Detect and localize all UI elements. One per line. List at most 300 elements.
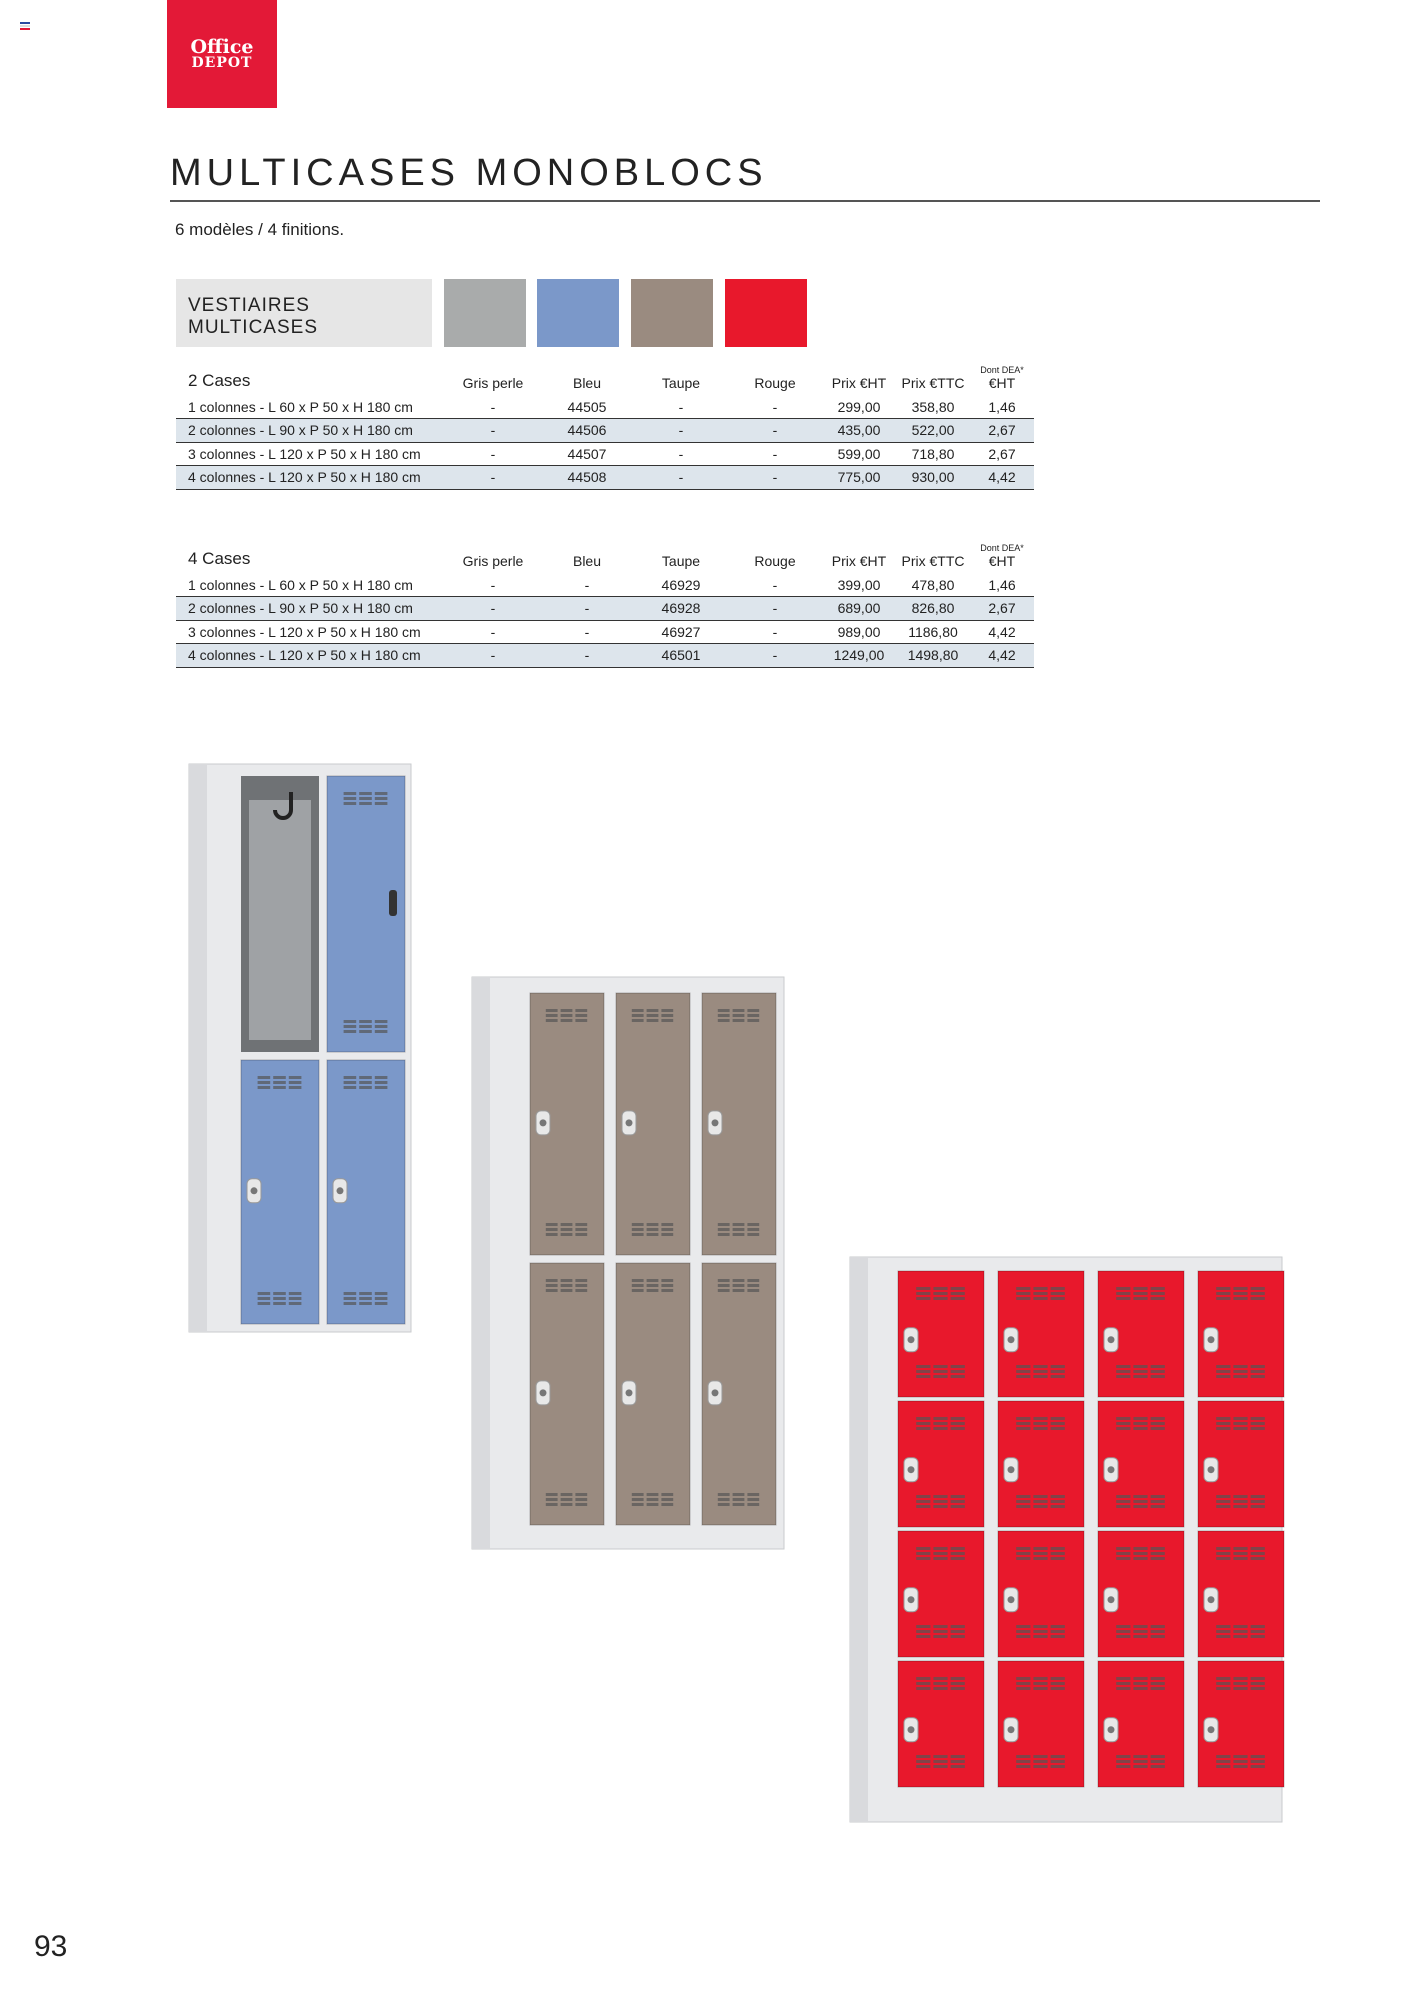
vent-slot	[1133, 1755, 1147, 1758]
vent-slot	[1233, 1375, 1247, 1378]
lock-keyhole	[337, 1187, 344, 1194]
row-taupe: -	[634, 466, 728, 490]
vent-slot	[375, 1086, 388, 1089]
vent-slot	[951, 1547, 965, 1550]
row-rouge: -	[728, 419, 822, 443]
vent-slot	[289, 1302, 302, 1305]
vent-slot	[1116, 1547, 1130, 1550]
vent-slot	[933, 1625, 947, 1628]
vent-slot	[1116, 1422, 1130, 1425]
lock-keyhole	[1108, 1466, 1115, 1473]
lock-keyhole	[1208, 1466, 1215, 1473]
vent-slot	[1133, 1687, 1147, 1690]
locker-blue-2-cases-image	[185, 760, 415, 1340]
row-dea: 1,46	[970, 573, 1034, 597]
vent-slot	[561, 1498, 573, 1501]
vent-slot	[1051, 1557, 1065, 1560]
row-taupe: -	[634, 442, 728, 466]
vent-slot	[747, 1009, 759, 1012]
vent-slot	[1216, 1755, 1230, 1758]
vent-slot	[661, 1019, 673, 1022]
row-ttc: 478,80	[896, 573, 970, 597]
vent-slot	[661, 1289, 673, 1292]
vent-slot	[1133, 1287, 1147, 1290]
vent-slot	[1216, 1552, 1230, 1555]
lock-keyhole	[712, 1389, 719, 1396]
vent-slot	[1051, 1297, 1065, 1300]
vent-slot	[718, 1498, 730, 1501]
vent-slot	[951, 1297, 965, 1300]
vent-slot	[1133, 1547, 1147, 1550]
vent-slot	[747, 1014, 759, 1017]
vent-slot	[933, 1370, 947, 1373]
row-desc: 3 colonnes - L 120 x P 50 x H 180 cm	[176, 620, 446, 644]
vent-slot	[916, 1755, 930, 1758]
vent-slot	[1233, 1765, 1247, 1768]
vent-slot	[951, 1287, 965, 1290]
vent-slot	[289, 1297, 302, 1300]
vent-slot	[647, 1279, 659, 1282]
vent-slot	[1033, 1422, 1047, 1425]
lock-keyhole	[1008, 1336, 1015, 1343]
vent-slot	[1051, 1417, 1065, 1420]
vent-slot	[661, 1493, 673, 1496]
vent-slot	[951, 1557, 965, 1560]
vent-slot	[916, 1287, 930, 1290]
vent-slot	[733, 1019, 745, 1022]
vent-slot	[1251, 1552, 1265, 1555]
vent-slot	[1116, 1292, 1130, 1295]
row-ttc: 358,80	[896, 395, 970, 419]
vent-slot	[359, 1076, 372, 1079]
vent-slot	[933, 1552, 947, 1555]
vent-slot	[916, 1677, 930, 1680]
vent-slot	[561, 1009, 573, 1012]
row-gris: -	[446, 395, 540, 419]
vent-slot	[1016, 1292, 1030, 1295]
category-line2: MULTICASES	[188, 317, 319, 338]
vent-slot	[733, 1503, 745, 1506]
lock-keyhole	[1008, 1466, 1015, 1473]
row-taupe: 46928	[634, 597, 728, 621]
vent-slot	[1251, 1427, 1265, 1430]
vent-slot	[733, 1289, 745, 1292]
vent-slot	[632, 1228, 644, 1231]
vent-slot	[916, 1552, 930, 1555]
row-ht: 989,00	[822, 620, 896, 644]
row-ttc: 522,00	[896, 419, 970, 443]
vent-slot	[1033, 1505, 1047, 1508]
vent-slot	[1051, 1505, 1065, 1508]
vent-slot	[661, 1228, 673, 1231]
vent-slot	[1151, 1422, 1165, 1425]
vent-slot	[1116, 1297, 1130, 1300]
vent-slot	[1133, 1552, 1147, 1555]
vent-slot	[1051, 1370, 1065, 1373]
vent-slot	[561, 1279, 573, 1282]
vent-slot	[1251, 1505, 1265, 1508]
vent-slot	[647, 1014, 659, 1017]
row-gris: -	[446, 573, 540, 597]
vent-slot	[647, 1019, 659, 1022]
vent-slot	[718, 1493, 730, 1496]
vent-slot	[1116, 1370, 1130, 1373]
vent-slot	[916, 1375, 930, 1378]
vent-slot	[359, 1081, 372, 1084]
vent-slot	[1151, 1557, 1165, 1560]
vent-slot	[1051, 1427, 1065, 1430]
row-taupe: -	[634, 395, 728, 419]
vent-slot	[1016, 1687, 1030, 1690]
row-ht: 399,00	[822, 573, 896, 597]
vent-slot	[561, 1228, 573, 1231]
vent-slot	[951, 1687, 965, 1690]
vent-slot	[1251, 1635, 1265, 1638]
vent-slot	[273, 1086, 286, 1089]
col-dea-bottom: €HT	[988, 553, 1016, 569]
vent-slot	[1116, 1427, 1130, 1430]
vent-slot	[1251, 1422, 1265, 1425]
vent-slot	[1133, 1375, 1147, 1378]
vent-slot	[561, 1223, 573, 1226]
vent-slot	[647, 1284, 659, 1287]
locker-side	[472, 977, 490, 1549]
row-desc: 3 colonnes - L 120 x P 50 x H 180 cm	[176, 442, 446, 466]
vent-slot	[1233, 1292, 1247, 1295]
vent-slot	[561, 1233, 573, 1236]
row-ttc: 1498,80	[896, 644, 970, 668]
vent-slot	[1133, 1760, 1147, 1763]
vent-slot	[1233, 1760, 1247, 1763]
vent-slot	[647, 1233, 659, 1236]
vent-slot	[916, 1625, 930, 1628]
vent-slot	[1016, 1495, 1030, 1498]
vent-slot	[1116, 1760, 1130, 1763]
vent-slot	[344, 1292, 357, 1295]
lock-keyhole	[908, 1336, 915, 1343]
vent-slot	[661, 1284, 673, 1287]
vent-slot	[747, 1503, 759, 1506]
vent-slot	[561, 1019, 573, 1022]
vent-slot	[933, 1287, 947, 1290]
vent-slot	[647, 1009, 659, 1012]
swatch-gris-perle	[444, 279, 526, 347]
lock-keyhole	[908, 1726, 915, 1733]
vent-slot	[916, 1427, 930, 1430]
col-prix-ht: Prix €HT	[831, 553, 887, 569]
vent-slot	[718, 1289, 730, 1292]
locker-red-4-cases-image	[848, 1255, 1308, 1830]
vent-slot	[733, 1279, 745, 1282]
vent-slot	[1151, 1677, 1165, 1680]
table-row	[176, 620, 1034, 644]
vent-slot	[359, 1302, 372, 1305]
vent-slot	[951, 1677, 965, 1680]
vent-slot	[933, 1365, 947, 1368]
vent-slot	[1133, 1625, 1147, 1628]
row-bleu: -	[540, 644, 634, 668]
vent-slot	[1233, 1370, 1247, 1373]
vent-slot	[344, 1302, 357, 1305]
vent-slot	[273, 1076, 286, 1079]
vent-slot	[951, 1760, 965, 1763]
vent-slot	[1116, 1687, 1130, 1690]
row-dea: 4,42	[970, 620, 1034, 644]
vent-slot	[1216, 1422, 1230, 1425]
vent-slot	[1016, 1635, 1030, 1638]
table-label: 2 Cases	[188, 371, 251, 390]
row-bleu: -	[540, 597, 634, 621]
vent-slot	[747, 1498, 759, 1501]
vent-slot	[916, 1682, 930, 1685]
row-rouge: -	[728, 573, 822, 597]
vent-slot	[661, 1014, 673, 1017]
vent-slot	[1151, 1427, 1165, 1430]
vent-slot	[647, 1493, 659, 1496]
vent-slot	[951, 1505, 965, 1508]
vent-slot	[1033, 1287, 1047, 1290]
vent-slot	[1016, 1375, 1030, 1378]
vent-slot	[1151, 1297, 1165, 1300]
row-bleu: -	[540, 573, 634, 597]
vent-slot	[1016, 1417, 1030, 1420]
row-gris: -	[446, 620, 540, 644]
lock-keyhole	[1108, 1726, 1115, 1733]
vent-slot	[1251, 1682, 1265, 1685]
vent-slot	[747, 1233, 759, 1236]
locker-taupe-2-cases-image	[470, 975, 790, 1565]
vent-slot	[1133, 1557, 1147, 1560]
vent-slot	[933, 1635, 947, 1638]
swatch-taupe	[631, 279, 713, 347]
vent-slot	[1233, 1682, 1247, 1685]
row-dea: 1,46	[970, 395, 1034, 419]
vent-slot	[1251, 1755, 1265, 1758]
vent-slot	[747, 1493, 759, 1496]
vent-slot	[916, 1765, 930, 1768]
vent-slot	[661, 1503, 673, 1506]
vent-slot	[1233, 1635, 1247, 1638]
vent-slot	[1233, 1630, 1247, 1633]
vent-slot	[1016, 1297, 1030, 1300]
vent-slot	[1051, 1500, 1065, 1503]
vent-slot	[375, 1020, 388, 1023]
vent-slot	[1116, 1495, 1130, 1498]
vent-slot	[1016, 1755, 1030, 1758]
vent-slot	[1251, 1417, 1265, 1420]
vent-slot	[1051, 1552, 1065, 1555]
vent-slot	[916, 1760, 930, 1763]
vent-slot	[344, 792, 357, 795]
vent-slot	[718, 1228, 730, 1231]
col-prix-ttc: Prix €TTC	[901, 553, 965, 569]
row-gris: -	[446, 597, 540, 621]
vent-slot	[273, 1297, 286, 1300]
row-desc: 1 colonnes - L 60 x P 50 x H 180 cm	[176, 395, 446, 419]
row-bleu: -	[540, 620, 634, 644]
vent-slot	[375, 1302, 388, 1305]
row-desc: 2 colonnes - L 90 x P 50 x H 180 cm	[176, 419, 446, 443]
vent-slot	[575, 1493, 587, 1496]
vent-slot	[1151, 1547, 1165, 1550]
row-bleu: 44505	[540, 395, 634, 419]
vent-slot	[747, 1223, 759, 1226]
vent-slot	[546, 1498, 558, 1501]
vent-slot	[1151, 1630, 1165, 1633]
vent-slot	[747, 1289, 759, 1292]
lock-keyhole	[1208, 1726, 1215, 1733]
vent-slot	[1133, 1495, 1147, 1498]
vent-slot	[733, 1493, 745, 1496]
vent-slot	[951, 1417, 965, 1420]
vent-slot	[1033, 1760, 1047, 1763]
lock-keyhole	[626, 1119, 633, 1126]
row-ht: 299,00	[822, 395, 896, 419]
vent-slot	[344, 1025, 357, 1028]
vent-slot	[1033, 1417, 1047, 1420]
vent-slot	[916, 1687, 930, 1690]
vent-slot	[1251, 1287, 1265, 1290]
vent-slot	[951, 1625, 965, 1628]
vent-slot	[1133, 1365, 1147, 1368]
vent-slot	[1116, 1500, 1130, 1503]
vent-slot	[1016, 1552, 1030, 1555]
lock-keyhole	[251, 1187, 258, 1194]
vent-slot	[1033, 1557, 1047, 1560]
row-dea: 2,67	[970, 597, 1034, 621]
price-table-2-cases	[176, 355, 1034, 490]
vent-slot	[575, 1009, 587, 1012]
vent-slot	[575, 1233, 587, 1236]
vent-slot	[1116, 1625, 1130, 1628]
office-depot-logo	[167, 0, 277, 108]
vent-slot	[1116, 1677, 1130, 1680]
table-row	[176, 442, 1034, 466]
vent-slot	[747, 1228, 759, 1231]
row-taupe: 46929	[634, 573, 728, 597]
vent-slot	[1251, 1370, 1265, 1373]
col-bleu: Bleu	[572, 553, 602, 569]
row-rouge: -	[728, 466, 822, 490]
vent-slot	[1151, 1505, 1165, 1508]
vent-slot	[1051, 1375, 1065, 1378]
vent-slot	[951, 1375, 965, 1378]
vent-slot	[575, 1284, 587, 1287]
vent-slot	[375, 797, 388, 800]
vent-slot	[747, 1279, 759, 1282]
vent-slot	[575, 1019, 587, 1022]
vent-slot	[1133, 1505, 1147, 1508]
vent-slot	[546, 1228, 558, 1231]
row-dea: 2,67	[970, 419, 1034, 443]
vent-slot	[632, 1279, 644, 1282]
vent-slot	[933, 1505, 947, 1508]
vent-slot	[1016, 1370, 1030, 1373]
vent-slot	[1033, 1687, 1047, 1690]
vent-slot	[661, 1498, 673, 1501]
vent-slot	[933, 1677, 947, 1680]
vent-slot	[632, 1223, 644, 1226]
vent-slot	[375, 792, 388, 795]
vent-slot	[933, 1500, 947, 1503]
vent-slot	[546, 1223, 558, 1226]
vent-slot	[1016, 1500, 1030, 1503]
subtitle: 6 modèles / 4 finitions.	[175, 220, 345, 239]
vent-slot	[1251, 1375, 1265, 1378]
vent-slot	[1233, 1297, 1247, 1300]
vent-slot	[933, 1292, 947, 1295]
vent-slot	[1151, 1375, 1165, 1378]
lock-keyhole	[1108, 1336, 1115, 1343]
vent-slot	[1151, 1365, 1165, 1368]
vent-slot	[1033, 1682, 1047, 1685]
vent-slot	[632, 1009, 644, 1012]
vent-slot	[258, 1086, 271, 1089]
vent-slot	[289, 1081, 302, 1084]
vent-slot	[375, 1076, 388, 1079]
vent-slot	[344, 1030, 357, 1033]
vent-slot	[289, 1076, 302, 1079]
row-gris: -	[446, 442, 540, 466]
vent-slot	[1233, 1505, 1247, 1508]
vent-slot	[1216, 1687, 1230, 1690]
vent-slot	[661, 1233, 673, 1236]
vent-slot	[1133, 1370, 1147, 1373]
vent-slot	[916, 1500, 930, 1503]
vent-slot	[546, 1493, 558, 1496]
vent-slot	[718, 1233, 730, 1236]
swatch-bleu	[537, 279, 619, 347]
vent-slot	[733, 1498, 745, 1501]
table-row	[176, 644, 1034, 668]
lock-keyhole	[712, 1119, 719, 1126]
vent-slot	[1133, 1422, 1147, 1425]
vent-slot	[1016, 1760, 1030, 1763]
vent-slot	[1016, 1625, 1030, 1628]
vent-slot	[933, 1682, 947, 1685]
vent-slot	[1016, 1682, 1030, 1685]
vent-slot	[1133, 1765, 1147, 1768]
vent-slot	[575, 1503, 587, 1506]
vent-slot	[1016, 1630, 1030, 1633]
vent-slot	[951, 1370, 965, 1373]
vent-slot	[1051, 1365, 1065, 1368]
vent-slot	[733, 1014, 745, 1017]
vent-slot	[718, 1223, 730, 1226]
vent-slot	[933, 1422, 947, 1425]
col-bleu: Bleu	[572, 375, 602, 391]
vent-slot	[632, 1019, 644, 1022]
col-dea-top: Dont DEA*	[980, 365, 1024, 375]
vent-slot	[1251, 1630, 1265, 1633]
vent-slot	[718, 1019, 730, 1022]
vent-slot	[359, 1297, 372, 1300]
vent-slot	[575, 1279, 587, 1282]
col-taupe: Taupe	[661, 375, 701, 391]
vent-slot	[1216, 1547, 1230, 1550]
vent-slot	[375, 802, 388, 805]
vent-slot	[1251, 1500, 1265, 1503]
compartment-interior	[249, 800, 311, 1040]
vent-slot	[916, 1505, 930, 1508]
vent-slot	[1151, 1765, 1165, 1768]
locker-side	[189, 764, 207, 1332]
vent-slot	[359, 1025, 372, 1028]
vent-slot	[916, 1635, 930, 1638]
vent-slot	[1216, 1417, 1230, 1420]
vent-slot	[1051, 1287, 1065, 1290]
vent-slot	[733, 1009, 745, 1012]
